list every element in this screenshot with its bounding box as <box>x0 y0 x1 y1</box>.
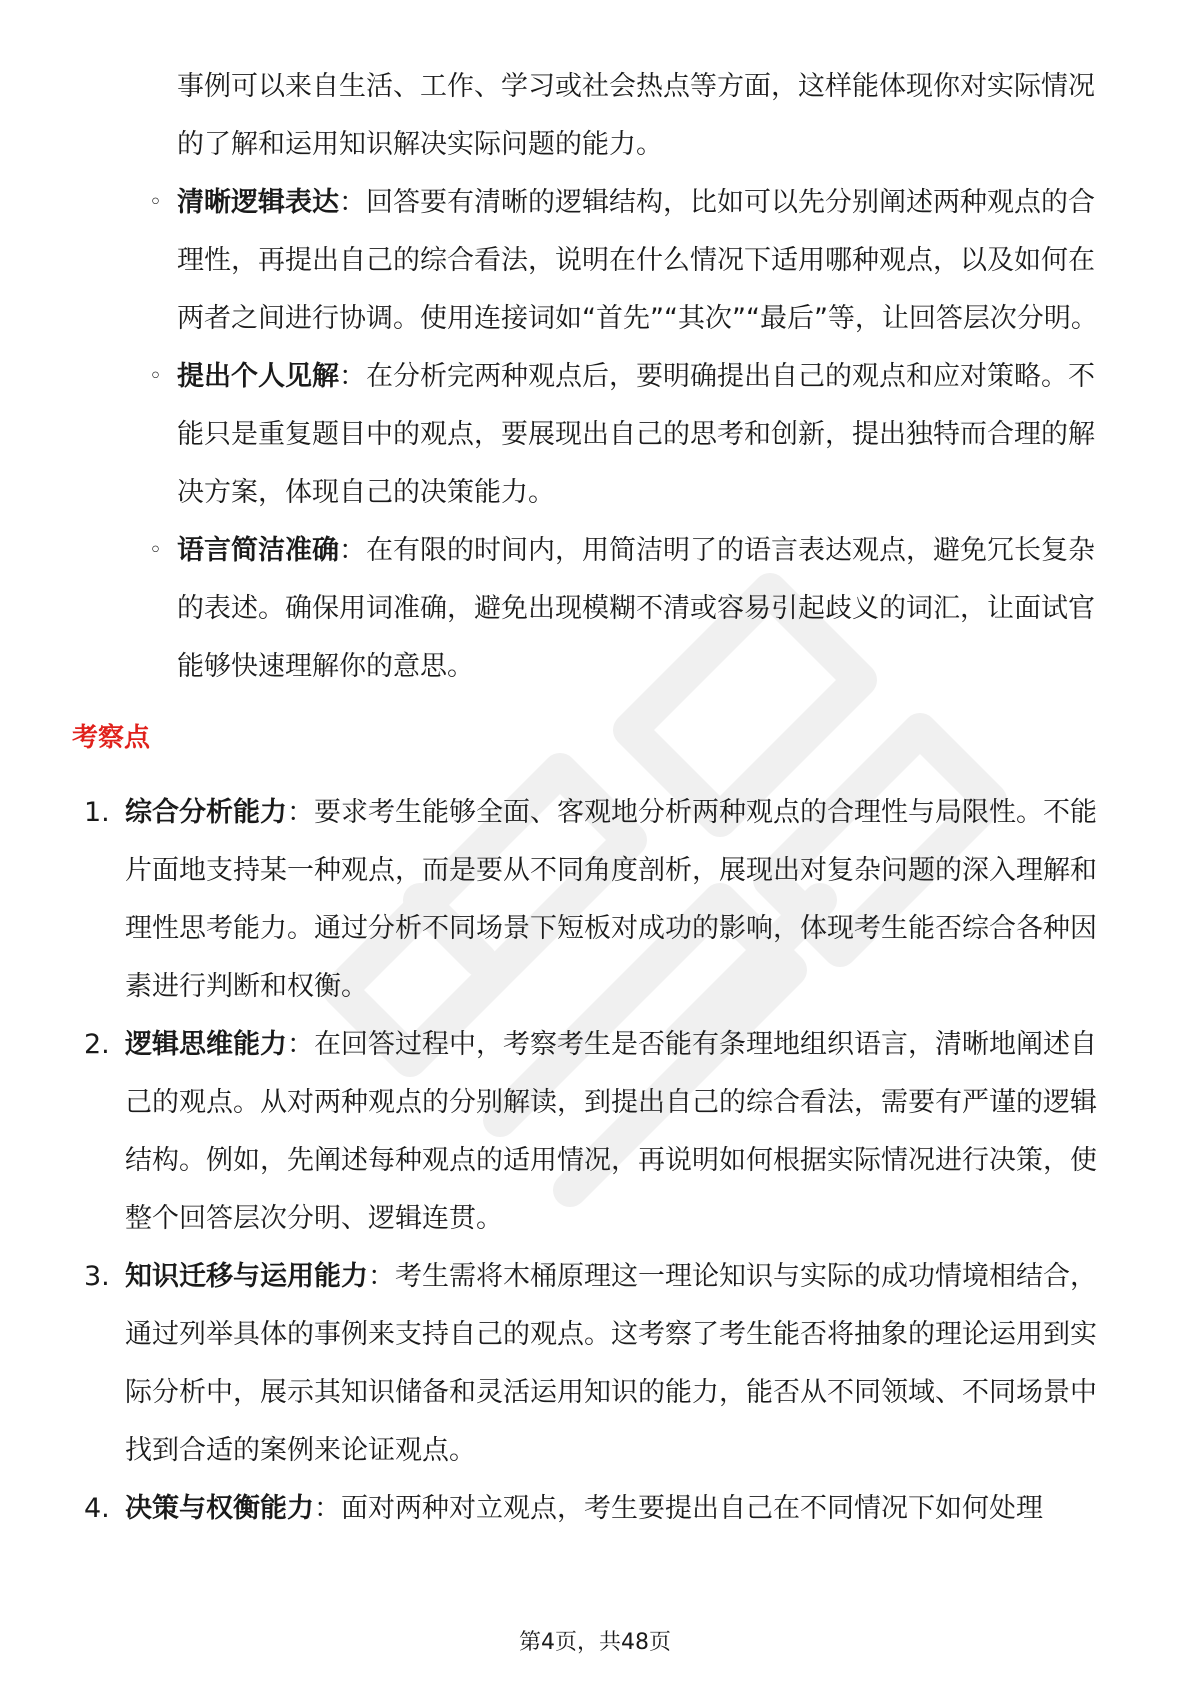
page-content <box>0 58 1190 1538</box>
item-number: 2. <box>84 1029 110 1060</box>
item-title: 清晰逻辑表达 <box>177 187 339 218</box>
page-footer: 第4页，共48页 <box>519 1630 671 1655</box>
item-number: 3. <box>84 1261 110 1292</box>
item-title: 逻辑思维能力 <box>125 1029 287 1060</box>
item-title: 决策与权衡能力 <box>125 1493 314 1524</box>
item-title: 提出个人见解 <box>177 361 339 392</box>
list-item <box>149 522 1112 696</box>
item-text: ：在有限的时间内，用简洁明了的语言表达观点，避免冗长复杂的表述。确保用词准确，避免出现模糊不清或容易引起歧义的词汇，让面试官能够快速理解你的意思。 <box>177 535 1095 682</box>
item-text: ：要求考生能够全面、客观地分析两种观点的合理性与局限性。不能片面地支持某一种观点，而是要从不同角度剖析，展现出对复杂问题的深入理解和理性思考能力。通过分析不同场景下短板对成功的影响，体现考生能否综合各种因素进行判断和权衡。 <box>125 797 1097 1002</box>
list-item <box>149 174 1112 348</box>
bullet-marker: ◦ <box>149 538 162 563</box>
item-title: 综合分析能力 <box>125 797 287 828</box>
list-item <box>84 1016 1115 1248</box>
numbered-list <box>0 784 1190 1538</box>
item-text: ：考生需将木桶原理这一理论知识与实际的成功情境相结合，通过列举具体的事例来支持自己的观点。这考察了考生能否将抽象的理论运用到实际分析中，展示其知识储备和灵活运用知识的能力，能否从不同领域、不同场景中找到合适的案例来论证观点。 <box>125 1261 1097 1466</box>
continued-paragraph: 事例可以来自生活、工作、学习或社会热点等方面，这样能体现你对实际情况的了解和运用知识解决实际问题的能力。 <box>177 71 1095 160</box>
list-item <box>84 784 1115 1016</box>
list-item <box>84 1248 1115 1480</box>
tips-list <box>0 174 1190 696</box>
item-title: 语言简洁准确 <box>177 535 339 566</box>
bullet-marker: ◦ <box>149 190 162 215</box>
item-number: 4. <box>84 1493 110 1524</box>
item-text: ：面对两种对立观点，考生要提出自己在不同情况下如何处理 <box>314 1493 1043 1524</box>
bullet-marker: ◦ <box>149 364 162 389</box>
list-item <box>84 1480 1115 1538</box>
item-number: 1. <box>84 797 110 828</box>
item-title: 知识迁移与运用能力 <box>125 1261 368 1292</box>
item-text: ：回答要有清晰的逻辑结构，比如可以先分别阐述两种观点的合理性，再提出自己的综合看法，说明在什么情况下适用哪种观点，以及如何在两者之间进行协调。使用连接词如“首先”“其次”“最后”等，让回答层次分明。 <box>177 187 1098 334</box>
item-text: ：在回答过程中，考察考生是否能有条理地组织语言，清晰地阐述自己的观点。从对两种观点的分别解读，到提出自己的综合看法，需要有严谨的逻辑结构。例如，先阐述每种观点的适用情况，再说明如何根据实际情况进行决策，使整个回答层次分明、逻辑连贯。 <box>125 1029 1097 1234</box>
section-title: 考察点 <box>72 723 151 753</box>
list-item <box>149 348 1112 522</box>
item-text: ：在分析完两种观点后，要明确提出自己的观点和应对策略。不能只是重复题目中的观点，要展现出自己的思考和创新，提出独特而合理的解决方案，体现自己的决策能力。 <box>177 361 1095 508</box>
